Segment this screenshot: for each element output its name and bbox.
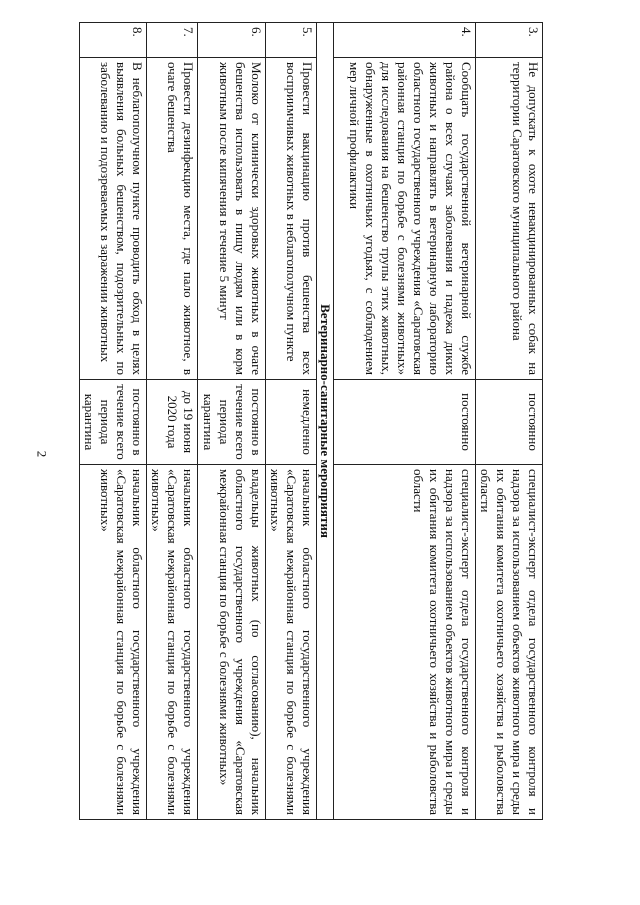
measure-text: Не допускать к охоте невакцинированных собак на территории Саратовского муниципального района <box>476 58 543 380</box>
measure-text: В неблагополучном пункте проводить обход в целях выявления больных бешенством, подозрительных по заболеванию и подозреваемых в заражении животных <box>80 58 147 380</box>
page-number: 2 <box>34 450 50 458</box>
row-number: 8. <box>80 23 147 58</box>
section-header-row <box>317 23 334 820</box>
measure-text: Провести дезинфекцию места, где пало животное, в очаге бешенства <box>147 58 198 380</box>
measure-text: Провести вакцинацию против бешенства всех восприимчивых животных в неблагополучном пункте <box>266 58 317 380</box>
row-number: 6. <box>198 23 266 58</box>
deadline-text: постоянно <box>334 380 476 465</box>
responsible-text: владельцы животных (по согласованию), начальник областного государственного учреждения «Саратовская межрайонная станция по борьбе с болезнями животных» <box>198 465 266 820</box>
measures-table <box>79 22 543 820</box>
deadline-text: постоянно в течение всего периода карантина <box>80 380 147 465</box>
responsible-text: специалист-эксперт отдела государственного контроля и надзора за использованием объектов животного мира и среды их обитания комитета охотничьего хозяйства и рыболовства области <box>334 465 476 820</box>
responsible-text: специалист-эксперт отдела государственного контроля и надзора за использованием объектов животного мира и среды их обитания комитета охотничьего хозяйства и рыболовства области <box>476 465 543 820</box>
row-number: 5. <box>266 23 317 58</box>
table-row <box>334 23 476 820</box>
table-row <box>476 23 543 820</box>
table-row <box>198 23 266 820</box>
deadline-text: постоянно <box>476 380 543 465</box>
responsible-text: начальник областного государственного учреждения «Саратовская межрайонная станция по борьбе с болезнями животных» <box>147 465 198 820</box>
deadline-text: немедленно <box>266 380 317 465</box>
deadline-text: постоянно в течение всего периода карантина <box>198 380 266 465</box>
table-row <box>266 23 317 820</box>
deadline-text: до 19 июня 2020 года <box>147 380 198 465</box>
table-row <box>147 23 198 820</box>
row-number: 4. <box>334 23 476 58</box>
document-table-container <box>82 22 543 819</box>
section-title: Ветеринарно-санитарные мероприятия <box>317 23 334 820</box>
responsible-text: начальник областного государственного учреждения «Саратовская межрайонная станция по борьбе с болезнями животных» <box>266 465 317 820</box>
row-number: 3. <box>476 23 543 58</box>
measure-text: Сообщать государственной ветеринарной службе района о всех случаях заболевания и падежа диких животных и направлять в ветеринарную лабораторию областного государственного учреждения «Саратовская районная станция по борьбе с болезнями животных» для исследования на бешенство трупы этих животных, обнаруженные в охотничьих угодьях, с соблюдением мер личной профилактики <box>334 58 476 380</box>
table-row <box>80 23 147 820</box>
measure-text: Молоко от клинически здоровых животных в очаге бешенства использовать в пищу людям или в корм животным после кипячения в течение 5 минут <box>198 58 266 380</box>
responsible-text: начальник областного государственного учреждения «Саратовская межрайонная станция по борьбе с болезнями животных» <box>80 465 147 820</box>
row-number: 7. <box>147 23 198 58</box>
